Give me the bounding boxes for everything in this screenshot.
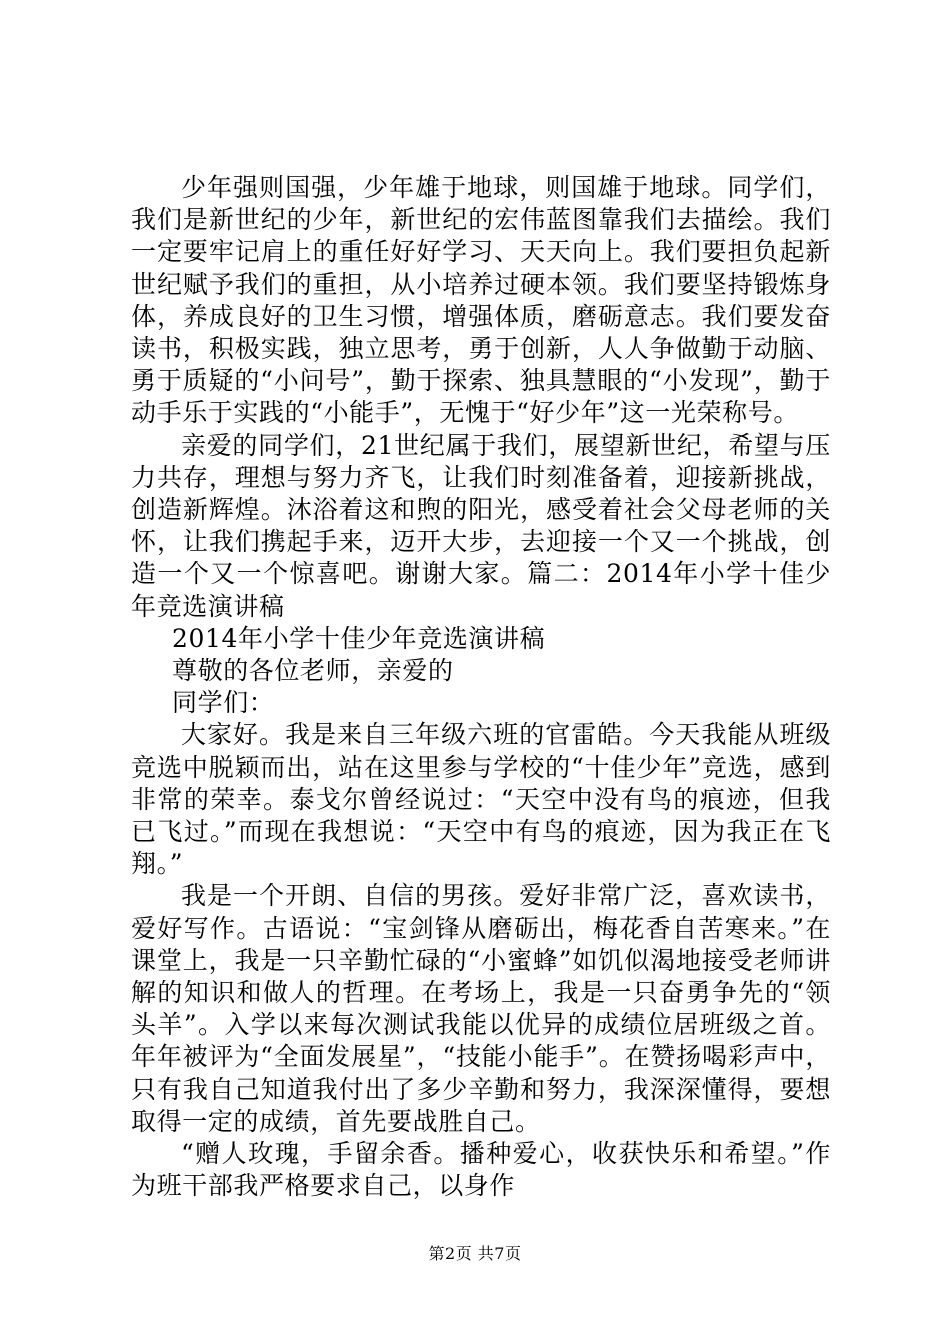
speech-title: 2014年小学十佳少年竞选演讲稿 [172,623,546,653]
document-body [131,172,831,1203]
paragraph-personality: 我是一个开朗、自信的男孩。爱好非常广泛，喜欢读书，爱好写作。古语说：“宝剑锋从磨砺出，梅花香自苦寒来。”在课堂上，我是一只辛勤忙碌的“小蜜蜂”如饥似渴地接受老师讲解的知识和做人的哲理。在考场上，我是一只奋勇争先的“领头羊”。入学以来每次测试我能以优异的成绩位居班级之首。年年被评为“全面发展星”，“技能小能手”。在赞扬喝彩声中，只有我自己知道我付出了多少辛勤和努力，我深深懂得，要想取得一定的成绩，首先要战胜自己。 [131,881,831,1136]
page-number-footer: 第2页 共7页 [428,1244,522,1263]
paragraph-self-introduction: 大家好。我是来自三年级六班的官雷皓。今天我能从班级竞选中脱颖而出，站在这里参与学校的“十佳少年”竞选，感到非常的荣幸。泰戈尔曾经说过：“天空中没有鸟的痕迹，但我已飞过。”而现在我想说：“天空中有鸟的痕迹，因为我正在飞翔。” [131,720,831,879]
paragraph-roses-quote: “赠人玫瑰，手留余香。播种爱心，收获快乐和希望。”作为班干部我严格要求自己，以身作 [131,1139,831,1201]
salutation-classmates: 同学们： [172,688,275,718]
salutation-teachers: 尊敬的各位老师，亲爱的 [172,656,454,686]
paragraph-youth-strong: 少年强则国强，少年雄于地球，则国雄于地球。同学们，我们是新世纪的少年，新世纪的宏伟蓝图靠我们去描绘。我们一定要牢记肩上的重任好好学习、天天向上。我们要担负起新世纪赋予我们的重担，从小培养过硬本领。我们要坚持锻炼身体，养成良好的卫生习惯，增强体质，磨砺意志。我们要发奋读书，积极实践，独立思考，勇于创新，人人争做勤于动脑、勇于质疑的“小问号”，勤于探索、独具慧眼的“小发现”，勤于动手乐于实践的“小能手”，无愧于“好少年”这一光荣称号。 [131,173,831,428]
paragraph-21st-century: 亲爱的同学们，21世纪属于我们，展望新世纪，希望与压力共存，理想与努力齐飞，让我们时刻准备着，迎接新挑战，创造新辉煌。沐浴着这和煦的阳光，感受着社会父母老师的关怀，让我们携起手来，迈开大步，去迎接一个又一个挑战，创造一个又一个惊喜吧。谢谢大家。篇二：2014年小学十佳少年竞选演讲稿 [131,430,831,621]
